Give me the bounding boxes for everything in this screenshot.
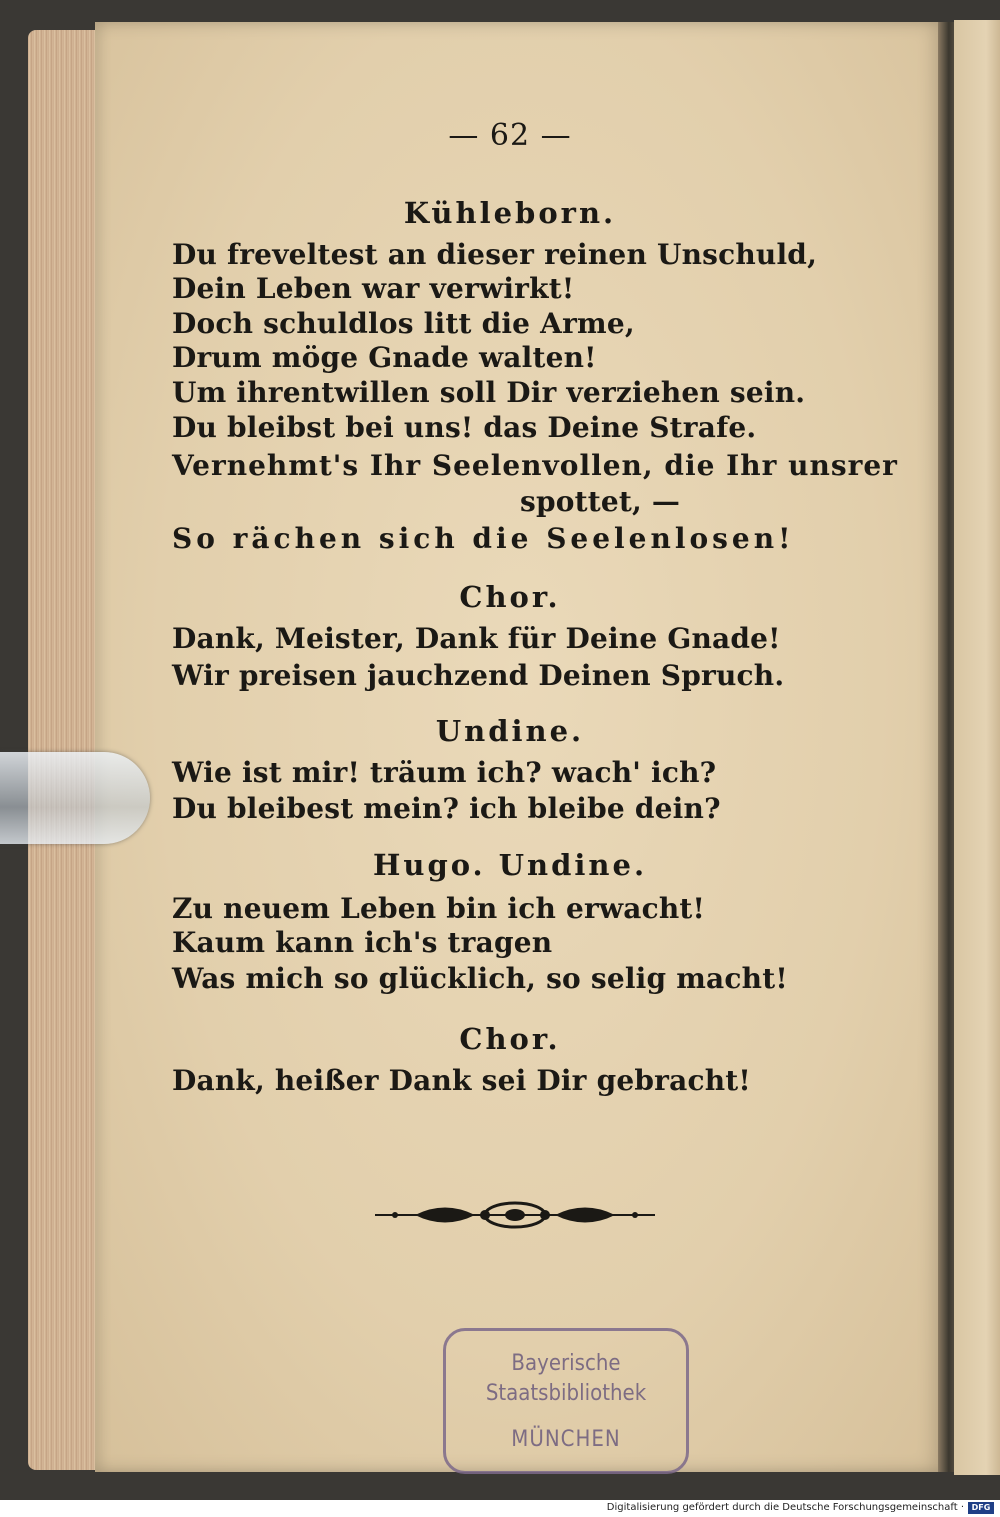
- verse-line: Dein Leben war verwirkt!: [172, 272, 575, 305]
- speaker-kuehleborn: Kühleborn.: [403, 196, 617, 230]
- page-number: — 62 —: [448, 118, 572, 153]
- verse-line: Wir preisen jauchzend Deinen Spruch.: [172, 659, 785, 692]
- speaker-undine: Undine.: [435, 714, 585, 748]
- speaker-chor: Chor.: [459, 1022, 561, 1056]
- verse-line: Kaum kann ich's tragen: [172, 926, 553, 959]
- speaker-hugo-undine: Hugo. Undine.: [372, 848, 648, 882]
- verse-line: Dank, Meister, Dank für Deine Gnade!: [172, 622, 781, 655]
- verse-line: Was mich so glücklich, so selig macht!: [172, 962, 788, 995]
- verse-line: Vernehmt's Ihr Seelenvollen, die Ihr unsrer: [172, 449, 898, 482]
- speaker-chor: Chor.: [459, 580, 561, 614]
- verse-line: Zu neuem Leben bin ich erwacht!: [172, 892, 706, 925]
- verse-line: So rächen sich die Seelenlosen!: [172, 522, 795, 555]
- library-stamp: [443, 1328, 689, 1474]
- verse-line: Um ihrentwillen soll Dir verziehen sein.: [172, 376, 806, 409]
- verse-line: Dank, heißer Dank sei Dir gebracht!: [172, 1064, 751, 1097]
- page-edges: [28, 30, 103, 1470]
- bookmark-clip: [0, 752, 150, 844]
- ornament-divider-icon: [375, 1198, 655, 1232]
- verse-line: Doch schuldlos litt die Arme,: [172, 307, 635, 340]
- verse-line: Wie ist mir! träum ich? wach' ich?: [172, 756, 717, 789]
- verse-line: Drum möge Gnade walten!: [172, 341, 597, 374]
- verse-line: Du bleibst bei uns! das Deine Strafe.: [172, 411, 757, 444]
- stamp-line: Bayerische: [511, 1351, 621, 1376]
- stamp-line: Staatsbibliothek: [485, 1381, 647, 1406]
- stamp-line: MÜNCHEN: [511, 1427, 621, 1452]
- verse-line: Du freveltest an dieser reinen Unschuld,: [172, 238, 818, 271]
- dfg-logo-icon: DFG: [968, 1502, 994, 1514]
- verse-line: Du bleibest mein? ich bleibe dein?: [172, 792, 721, 825]
- next-page-edge: [954, 20, 1000, 1475]
- verse-line-continuation: spottet, —: [520, 485, 681, 518]
- footer-credit: Digitalisierung gefördert durch die Deutsche Forschungsgemeinschaft ·: [606, 1502, 964, 1513]
